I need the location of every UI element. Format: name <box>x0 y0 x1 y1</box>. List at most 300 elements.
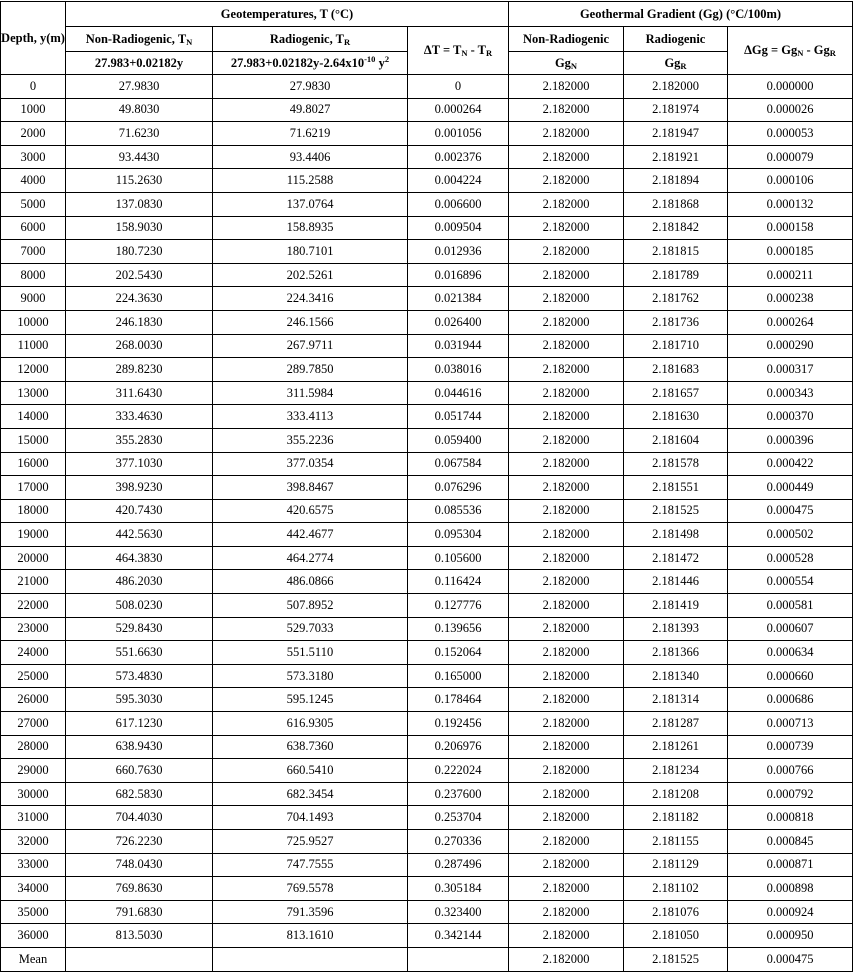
delta-t-cell: 0.105600 <box>408 546 509 570</box>
delta-gg-cell: 0.000845 <box>728 830 853 854</box>
nonrad-temp-cell: 377.1030 <box>66 452 213 476</box>
rad-temp-cell: 638.7360 <box>213 735 408 759</box>
nonrad-temp-cell: 486.2030 <box>66 570 213 594</box>
rad-temp-cell: 486.0866 <box>213 570 408 594</box>
depth-header: Depth, y(m) <box>1 2 66 75</box>
delta-t-cell: 0.001056 <box>408 122 509 146</box>
delta-t-cell: 0.323400 <box>408 900 509 924</box>
rad-temp-cell: 289.7850 <box>213 358 408 382</box>
nonrad-grad-header: Non-Radiogenic <box>509 27 624 52</box>
gg-n-label: $Gg_N$ <box>509 52 624 75</box>
nonrad-temp-cell: 551.6630 <box>66 641 213 665</box>
delta-t-cell: 0.012936 <box>408 240 509 264</box>
delta-gg-cell: 0.000343 <box>728 381 853 405</box>
depth-cell: 12000 <box>1 358 66 382</box>
delta-t-cell: 0.038016 <box>408 358 509 382</box>
rad-temp-cell: 115.2588 <box>213 169 408 193</box>
depth-cell: 13000 <box>1 381 66 405</box>
table-row <box>1 806 853 830</box>
rad-grad-cell: 2.182000 <box>624 75 728 99</box>
delta-t-cell: 0.000264 <box>408 98 509 122</box>
nonrad-temp-cell: 289.8230 <box>66 358 213 382</box>
delta-t-cell: 0.139656 <box>408 617 509 641</box>
table-row <box>1 499 853 523</box>
rad-temp-cell: 420.6575 <box>213 499 408 523</box>
delta-t-cell: 0.031944 <box>408 334 509 358</box>
table-row <box>1 688 853 712</box>
header-row-2 <box>1 27 853 52</box>
depth-cell: 16000 <box>1 452 66 476</box>
delta-t-cell: 0.059400 <box>408 428 509 452</box>
nonrad-temp-cell: 224.3630 <box>66 287 213 311</box>
rad-temp-cell: 398.8467 <box>213 476 408 500</box>
rad-temp-cell: 682.3454 <box>213 782 408 806</box>
delta-gg-cell: 0.000713 <box>728 712 853 736</box>
rad-grad-cell: 2.181551 <box>624 476 728 500</box>
delta-gg-cell: 0.000634 <box>728 641 853 665</box>
nonrad-temp-cell: 595.3030 <box>66 688 213 712</box>
delta-t-cell: 0.044616 <box>408 381 509 405</box>
rad-grad-cell: 2.181261 <box>624 735 728 759</box>
nonrad-formula: 27.983+0.02182y <box>66 52 213 75</box>
nonrad-temp-cell: 115.2630 <box>66 169 213 193</box>
rad-temp-cell: 93.4406 <box>213 145 408 169</box>
depth-cell: 17000 <box>1 476 66 500</box>
depth-cell: 19000 <box>1 523 66 547</box>
depth-cell: 14000 <box>1 405 66 429</box>
nonrad-temp-cell: 158.9030 <box>66 216 213 240</box>
nonrad-temp-cell: 420.7430 <box>66 499 213 523</box>
table-row <box>1 428 853 452</box>
rad-grad-cell: 2.181446 <box>624 570 728 594</box>
nonrad-grad-cell: 2.182000 <box>509 381 624 405</box>
rad-grad-cell: 2.181657 <box>624 381 728 405</box>
delta-gg-cell: 0.000898 <box>728 877 853 901</box>
delta-gg-cell: 0.000422 <box>728 452 853 476</box>
rad-temp-cell: 704.1493 <box>213 806 408 830</box>
nonrad-temp-cell: 617.1230 <box>66 712 213 736</box>
nonrad-temp-cell: 246.1830 <box>66 310 213 334</box>
rad-grad-cell: 2.181287 <box>624 712 728 736</box>
nonrad-grad-cell: 2.182000 <box>509 287 624 311</box>
nonrad-grad-cell: 2.182000 <box>509 145 624 169</box>
nonrad-temp-cell: 704.4030 <box>66 806 213 830</box>
nonrad-temp-cell: 442.5630 <box>66 523 213 547</box>
depth-cell: 32000 <box>1 830 66 854</box>
depth-cell: 22000 <box>1 594 66 618</box>
rad-grad-cell: 2.181842 <box>624 216 728 240</box>
rad-grad-cell: 2.181789 <box>624 263 728 287</box>
rad-grad-cell: 2.181208 <box>624 782 728 806</box>
delta-gg-cell: 0.000370 <box>728 405 853 429</box>
delta-t-cell: 0.305184 <box>408 877 509 901</box>
depth-cell: 8000 <box>1 263 66 287</box>
nonrad-temp-cell: 726.2230 <box>66 830 213 854</box>
rad-grad-cell: 2.181947 <box>624 122 728 146</box>
table-row <box>1 98 853 122</box>
rad-temp-cell: 529.7033 <box>213 617 408 641</box>
depth-cell: 23000 <box>1 617 66 641</box>
nonrad-grad-cell: 2.182000 <box>509 830 624 854</box>
delta-t-cell <box>408 947 509 971</box>
depth-cell: 11000 <box>1 334 66 358</box>
depth-cell: 30000 <box>1 782 66 806</box>
rad-temp-cell: 224.3416 <box>213 287 408 311</box>
delta-gg-cell: 0.000158 <box>728 216 853 240</box>
table-row <box>1 900 853 924</box>
delta-t-cell: 0.016896 <box>408 263 509 287</box>
delta-gg-cell: 0.000554 <box>728 570 853 594</box>
nonrad-temp-cell: 333.4630 <box>66 405 213 429</box>
depth-cell: 0 <box>1 75 66 99</box>
depth-cell: 25000 <box>1 664 66 688</box>
nonrad-temp-cell: 682.5830 <box>66 782 213 806</box>
nonrad-temp-cell: 464.3830 <box>66 546 213 570</box>
delta-t-header: $\Delta T = T_N - T_R$ <box>408 27 509 75</box>
rad-grad-header: Radiogenic <box>624 27 728 52</box>
delta-t-cell: 0.004224 <box>408 169 509 193</box>
depth-cell: 24000 <box>1 641 66 665</box>
delta-gg-cell: 0.000396 <box>728 428 853 452</box>
delta-gg-cell: 0.000871 <box>728 853 853 877</box>
rad-grad-cell: 2.181762 <box>624 287 728 311</box>
nonrad-grad-cell: 2.182000 <box>509 570 624 594</box>
nonrad-temp-cell: 508.0230 <box>66 594 213 618</box>
depth-cell: 15000 <box>1 428 66 452</box>
depth-cell: 5000 <box>1 192 66 216</box>
rad-grad-cell: 2.181102 <box>624 877 728 901</box>
mean-label: Mean <box>1 947 66 971</box>
delta-gg-cell: 0.000607 <box>728 617 853 641</box>
rad-temp-header: Radiogenic, $T_R$ <box>213 27 408 52</box>
delta-t-cell: 0.026400 <box>408 310 509 334</box>
rad-temp-cell: 813.1610 <box>213 924 408 948</box>
delta-gg-cell: 0.000211 <box>728 263 853 287</box>
nonrad-temp-cell: 268.0030 <box>66 334 213 358</box>
rad-grad-cell: 2.181050 <box>624 924 728 948</box>
nonrad-grad-cell: 2.182000 <box>509 594 624 618</box>
depth-cell: 2000 <box>1 122 66 146</box>
delta-t-cell: 0.085536 <box>408 499 509 523</box>
rad-temp-cell: 71.6219 <box>213 122 408 146</box>
nonrad-temp-cell: 791.6830 <box>66 900 213 924</box>
depth-cell: 7000 <box>1 240 66 264</box>
delta-t-cell: 0.165000 <box>408 664 509 688</box>
nonrad-grad-cell: 2.182000 <box>509 664 624 688</box>
table-row <box>1 924 853 948</box>
rad-temp-cell: 551.5110 <box>213 641 408 665</box>
depth-cell: 27000 <box>1 712 66 736</box>
nonrad-grad-cell: 2.182000 <box>509 853 624 877</box>
delta-t-cell: 0.253704 <box>408 806 509 830</box>
delta-t-cell: 0.021384 <box>408 287 509 311</box>
table-row <box>1 546 853 570</box>
rad-grad-cell: 2.181604 <box>624 428 728 452</box>
nonrad-temp-header: Non-Radiogenic, $T_N$ <box>66 27 213 52</box>
rad-temp-cell: 49.8027 <box>213 98 408 122</box>
nonrad-temp-cell: 93.4430 <box>66 145 213 169</box>
rad-temp-cell: 180.7101 <box>213 240 408 264</box>
nonrad-temp-cell: 748.0430 <box>66 853 213 877</box>
rad-temp-cell: 616.9305 <box>213 712 408 736</box>
delta-gg-cell: 0.000502 <box>728 523 853 547</box>
delta-gg-cell: 0.000686 <box>728 688 853 712</box>
nonrad-grad-cell: 2.182000 <box>509 122 624 146</box>
nonrad-grad-cell: 2.182000 <box>509 712 624 736</box>
delta-gg-cell: 0.000950 <box>728 924 853 948</box>
nonrad-grad-cell: 2.182000 <box>509 216 624 240</box>
rad-temp-cell: 202.5261 <box>213 263 408 287</box>
depth-cell: 33000 <box>1 853 66 877</box>
rad-temp-cell: 791.3596 <box>213 900 408 924</box>
delta-t-cell: 0.009504 <box>408 216 509 240</box>
delta-t-cell: 0.006600 <box>408 192 509 216</box>
delta-gg-cell: 0.000132 <box>728 192 853 216</box>
table-row <box>1 877 853 901</box>
delta-gg-cell: 0.000053 <box>728 122 853 146</box>
rad-grad-cell: 2.181182 <box>624 806 728 830</box>
table-row <box>1 735 853 759</box>
table-row <box>1 145 853 169</box>
nonrad-grad-cell: 2.182000 <box>509 523 624 547</box>
delta-gg-cell: 0.000106 <box>728 169 853 193</box>
rad-grad-cell: 2.181815 <box>624 240 728 264</box>
depth-cell: 3000 <box>1 145 66 169</box>
table-row <box>1 452 853 476</box>
rad-grad-cell: 2.181340 <box>624 664 728 688</box>
rad-temp-cell <box>213 947 408 971</box>
rad-temp-cell: 158.8935 <box>213 216 408 240</box>
gradient-header: Geothermal Gradient (Gg) (°C/100m) <box>509 2 853 27</box>
rad-temp-cell: 464.2774 <box>213 546 408 570</box>
depth-cell: 1000 <box>1 98 66 122</box>
nonrad-grad-cell: 2.182000 <box>509 75 624 99</box>
nonrad-temp-cell: 813.5030 <box>66 924 213 948</box>
table-row <box>1 405 853 429</box>
nonrad-grad-cell: 2.182000 <box>509 947 624 971</box>
rad-grad-cell: 2.181525 <box>624 499 728 523</box>
delta-gg-cell: 0.000528 <box>728 546 853 570</box>
nonrad-grad-cell: 2.182000 <box>509 263 624 287</box>
nonrad-grad-cell: 2.182000 <box>509 240 624 264</box>
nonrad-grad-cell: 2.182000 <box>509 334 624 358</box>
rad-grad-cell: 2.181630 <box>624 405 728 429</box>
table-row <box>1 334 853 358</box>
delta-gg-cell: 0.000185 <box>728 240 853 264</box>
nonrad-grad-cell: 2.182000 <box>509 98 624 122</box>
depth-cell: 10000 <box>1 310 66 334</box>
delta-gg-cell: 0.000818 <box>728 806 853 830</box>
rad-temp-cell: 311.5984 <box>213 381 408 405</box>
nonrad-grad-cell: 2.182000 <box>509 688 624 712</box>
rad-grad-cell: 2.181921 <box>624 145 728 169</box>
table-row <box>1 287 853 311</box>
delta-t-cell: 0.002376 <box>408 145 509 169</box>
rad-temp-cell: 769.5578 <box>213 877 408 901</box>
depth-cell: 4000 <box>1 169 66 193</box>
depth-cell: 9000 <box>1 287 66 311</box>
delta-t-cell: 0.178464 <box>408 688 509 712</box>
depth-cell: 26000 <box>1 688 66 712</box>
nonrad-grad-cell: 2.182000 <box>509 782 624 806</box>
table-row <box>1 830 853 854</box>
delta-gg-cell: 0.000449 <box>728 476 853 500</box>
delta-gg-header: $\Delta Gg = Gg_N - Gg_R$ <box>728 27 853 75</box>
nonrad-temp-cell: 660.7630 <box>66 759 213 783</box>
delta-t-cell: 0 <box>408 75 509 99</box>
rad-grad-cell: 2.181868 <box>624 192 728 216</box>
table-row <box>1 641 853 665</box>
nonrad-temp-cell: 638.9430 <box>66 735 213 759</box>
header-row-1 <box>1 2 853 27</box>
delta-gg-cell: 0.000475 <box>728 947 853 971</box>
delta-t-cell: 0.076296 <box>408 476 509 500</box>
rad-grad-cell: 2.181155 <box>624 830 728 854</box>
rad-temp-cell: 377.0354 <box>213 452 408 476</box>
table-row <box>1 192 853 216</box>
delta-t-cell: 0.237600 <box>408 782 509 806</box>
nonrad-grad-cell: 2.182000 <box>509 877 624 901</box>
rad-temp-cell: 747.7555 <box>213 853 408 877</box>
rad-grad-cell: 2.181498 <box>624 523 728 547</box>
delta-t-cell: 0.116424 <box>408 570 509 594</box>
rad-grad-cell: 2.181129 <box>624 853 728 877</box>
rad-temp-cell: 595.1245 <box>213 688 408 712</box>
nonrad-temp-cell: 27.9830 <box>66 75 213 99</box>
delta-gg-cell: 0.000238 <box>728 287 853 311</box>
rad-grad-cell: 2.181472 <box>624 546 728 570</box>
rad-temp-cell: 137.0764 <box>213 192 408 216</box>
depth-cell: 31000 <box>1 806 66 830</box>
gg-r-label: $Gg_R$ <box>624 52 728 75</box>
delta-gg-cell: 0.000000 <box>728 75 853 99</box>
delta-gg-cell: 0.000079 <box>728 145 853 169</box>
delta-t-cell: 0.222024 <box>408 759 509 783</box>
nonrad-temp-cell: 573.4830 <box>66 664 213 688</box>
nonrad-temp-cell <box>66 947 213 971</box>
nonrad-grad-cell: 2.182000 <box>509 924 624 948</box>
depth-cell: 6000 <box>1 216 66 240</box>
nonrad-grad-cell: 2.182000 <box>509 428 624 452</box>
nonrad-temp-cell: 529.8430 <box>66 617 213 641</box>
nonrad-grad-cell: 2.182000 <box>509 546 624 570</box>
nonrad-grad-cell: 2.182000 <box>509 310 624 334</box>
rad-grad-cell: 2.181366 <box>624 641 728 665</box>
rad-grad-cell: 2.181683 <box>624 358 728 382</box>
table-row <box>1 75 853 99</box>
delta-gg-cell: 0.000660 <box>728 664 853 688</box>
delta-t-cell: 0.152064 <box>408 641 509 665</box>
nonrad-grad-cell: 2.182000 <box>509 476 624 500</box>
table-row <box>1 476 853 500</box>
delta-t-cell: 0.127776 <box>408 594 509 618</box>
rad-temp-cell: 333.4113 <box>213 405 408 429</box>
mean-row <box>1 947 853 971</box>
rad-temp-cell: 27.9830 <box>213 75 408 99</box>
delta-t-cell: 0.287496 <box>408 853 509 877</box>
table-row <box>1 759 853 783</box>
nonrad-grad-cell: 2.182000 <box>509 452 624 476</box>
delta-t-cell: 0.342144 <box>408 924 509 948</box>
table-row <box>1 310 853 334</box>
table-row <box>1 523 853 547</box>
rad-grad-cell: 2.181076 <box>624 900 728 924</box>
nonrad-grad-cell: 2.182000 <box>509 900 624 924</box>
rad-grad-cell: 2.181710 <box>624 334 728 358</box>
table-row <box>1 263 853 287</box>
table-row <box>1 712 853 736</box>
depth-cell: 28000 <box>1 735 66 759</box>
depth-cell: 35000 <box>1 900 66 924</box>
nonrad-temp-cell: 355.2830 <box>66 428 213 452</box>
nonrad-grad-cell: 2.182000 <box>509 759 624 783</box>
table-row <box>1 570 853 594</box>
nonrad-grad-cell: 2.182000 <box>509 806 624 830</box>
table-row <box>1 358 853 382</box>
table-row <box>1 216 853 240</box>
rad-temp-cell: 725.9527 <box>213 830 408 854</box>
delta-gg-cell: 0.000317 <box>728 358 853 382</box>
rad-temp-cell: 267.9711 <box>213 334 408 358</box>
rad-temp-cell: 573.3180 <box>213 664 408 688</box>
delta-t-cell: 0.095304 <box>408 523 509 547</box>
rad-grad-cell: 2.181894 <box>624 169 728 193</box>
table-row <box>1 617 853 641</box>
nonrad-grad-cell: 2.182000 <box>509 499 624 523</box>
rad-temp-cell: 442.4677 <box>213 523 408 547</box>
delta-gg-cell: 0.000766 <box>728 759 853 783</box>
depth-cell: 18000 <box>1 499 66 523</box>
nonrad-temp-cell: 137.0830 <box>66 192 213 216</box>
rad-grad-cell: 2.181314 <box>624 688 728 712</box>
rad-grad-cell: 2.181419 <box>624 594 728 618</box>
rad-grad-cell: 2.181525 <box>624 947 728 971</box>
delta-t-cell: 0.270336 <box>408 830 509 854</box>
table-row <box>1 594 853 618</box>
delta-gg-cell: 0.000792 <box>728 782 853 806</box>
nonrad-temp-cell: 49.8030 <box>66 98 213 122</box>
rad-temp-cell: 355.2236 <box>213 428 408 452</box>
nonrad-grad-cell: 2.182000 <box>509 192 624 216</box>
nonrad-temp-cell: 202.5430 <box>66 263 213 287</box>
nonrad-grad-cell: 2.182000 <box>509 169 624 193</box>
nonrad-grad-cell: 2.182000 <box>509 735 624 759</box>
rad-grad-cell: 2.181974 <box>624 98 728 122</box>
table-row <box>1 664 853 688</box>
table-row <box>1 169 853 193</box>
rad-temp-cell: 507.8952 <box>213 594 408 618</box>
rad-temp-cell: 246.1566 <box>213 310 408 334</box>
delta-t-cell: 0.206976 <box>408 735 509 759</box>
table-row <box>1 240 853 264</box>
delta-t-cell: 0.067584 <box>408 452 509 476</box>
depth-cell: 20000 <box>1 546 66 570</box>
nonrad-grad-cell: 2.182000 <box>509 358 624 382</box>
nonrad-temp-cell: 180.7230 <box>66 240 213 264</box>
delta-gg-cell: 0.000581 <box>728 594 853 618</box>
delta-gg-cell: 0.000264 <box>728 310 853 334</box>
delta-gg-cell: 0.000739 <box>728 735 853 759</box>
rad-formula: $27.983+0.02182y-2.64x10^{-10}$ $y^2$ <box>213 52 408 75</box>
table-body <box>1 75 853 972</box>
table-row <box>1 381 853 405</box>
nonrad-temp-cell: 71.6230 <box>66 122 213 146</box>
rad-grad-cell: 2.181234 <box>624 759 728 783</box>
delta-gg-cell: 0.000026 <box>728 98 853 122</box>
delta-t-cell: 0.192456 <box>408 712 509 736</box>
delta-gg-cell: 0.000924 <box>728 900 853 924</box>
rad-temp-cell: 660.5410 <box>213 759 408 783</box>
